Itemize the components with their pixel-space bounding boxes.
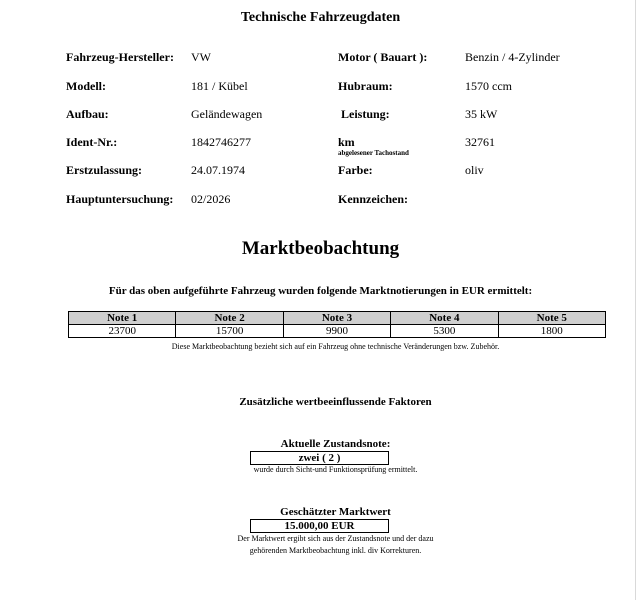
body-label: Aufbau: [66,107,109,121]
note-1-value: 23700 [69,325,176,338]
market-intro: Für das oben aufgeführte Fahrzeug wurden folgende Marktnotierungen in EUR ermittelt: [108,285,533,297]
note-5-value: 1800 [498,325,605,338]
market-heading: Marktbeobachtung [241,238,400,259]
engine-label: Motor ( Bauart ): [338,50,428,64]
table-header-row [69,312,606,325]
note-2-header: Note 2 [176,312,283,325]
note-5-header: Note 5 [498,312,605,325]
first-registration-value: 24.07.1974 [191,163,245,177]
mileage-sublabel: abgelesener Tachostand [338,149,409,157]
market-notes-table [68,311,606,338]
license-plate-label: Kennzeichen: [338,192,408,206]
inspection-value: 02/2026 [191,192,231,206]
mileage-label: km [338,135,355,149]
model-label: Modell: [66,79,106,93]
note-4-value: 5300 [391,325,498,338]
engine-value: Benzin / 4-Zylinder [465,50,560,64]
document-title: Technische Fahrzeugdaten [240,10,401,25]
first-registration-label: Erstzulassung: [66,163,143,177]
ident-value: 1842746277 [191,135,251,149]
power-label: Leistung: [341,107,390,121]
note-4-header: Note 4 [391,312,498,325]
note-3-value: 9900 [283,325,390,338]
note-1-header: Note 1 [69,312,176,325]
market-value-label: Geschätzter Marktwert [280,506,391,518]
mileage-value: 32761 [465,135,495,149]
body-value: Geländewagen [191,107,263,121]
manufacturer-value: VW [191,50,211,64]
market-value-box: 15.000,00 EUR [250,519,389,533]
table-row [69,325,606,338]
condition-label: Aktuelle Zustandsnote: [280,438,391,450]
displacement-label: Hubraum: [338,79,393,93]
ident-label: Ident-Nr.: [66,135,118,149]
market-value-note-line-1: Der Marktwert ergibt sich aus der Zustandsnote und der dazu [237,534,434,543]
inspection-label: Hauptuntersuchung: [66,192,174,206]
market-value-note-line-2: gehörenden Marktbeobachtung inkl. div Korrekturen. [249,546,422,555]
color-label: Farbe: [338,163,373,177]
note-2-value: 15700 [176,325,283,338]
market-note: Diese Marktbeobachtung bezieht sich auf ein Fahrzeug ohne technische Veränderungen bzw. Zubehör. [171,342,500,351]
displacement-value: 1570 ccm [465,79,512,93]
color-value: oliv [465,163,484,177]
power-value: 35 kW [465,107,498,121]
note-3-header: Note 3 [283,312,390,325]
model-value: 181 / Kübel [191,79,248,93]
manufacturer-label: Fahrzeug-Hersteller: [66,50,174,64]
condition-value-box: zwei ( 2 ) [250,451,389,465]
condition-note: wurde durch Sicht-und Funktionsprüfung ermittelt. [253,465,418,474]
factors-heading: Zusätzliche wertbeeinflussende Faktoren [239,396,432,408]
